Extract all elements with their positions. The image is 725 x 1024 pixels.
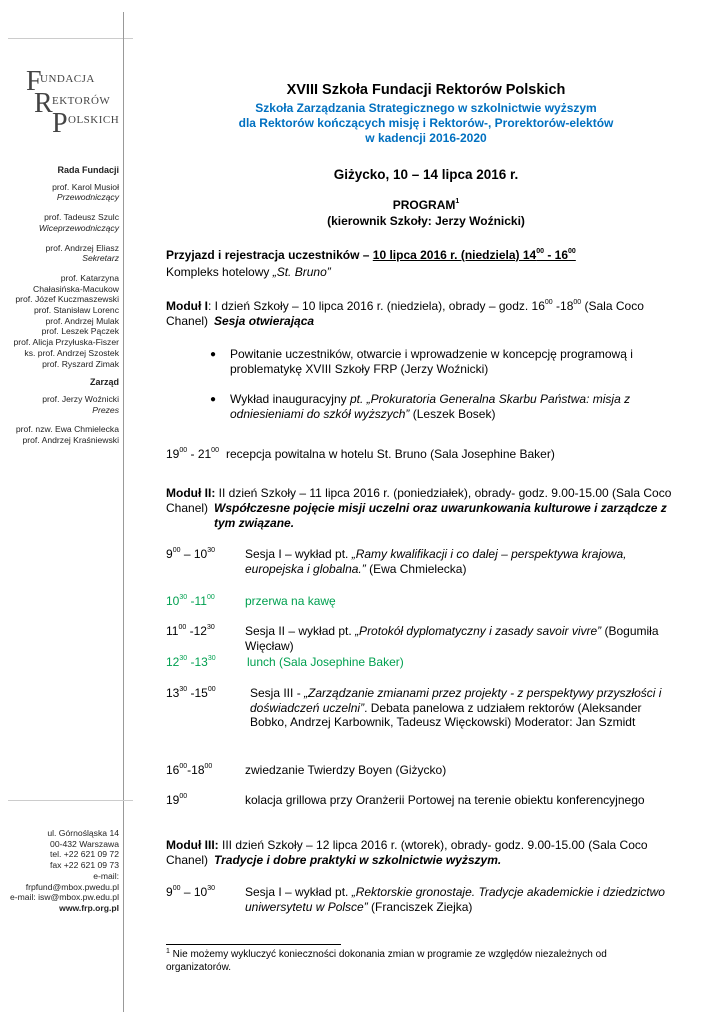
time-sup: 00 xyxy=(568,248,576,255)
time-text: -13 xyxy=(187,655,208,669)
module-2-date: II dzień Szkoły – 11 lipca 2016 r. (poniedziałek), obrady- godz. 9.00-15.00 (Sala Coco Chanel) xyxy=(166,486,672,515)
session-text xyxy=(245,624,685,653)
arrival-dash: - 16 xyxy=(544,248,569,262)
module-1-item-1: Powitanie uczestników, otwarcie i wprowadzenie w koncepcję programową i problematykę XVIII Szkoły FRP (Jerzy Woźnicki) xyxy=(230,347,633,376)
dinner-time xyxy=(166,793,187,808)
venue-prefix: Kompleks hotelowy xyxy=(166,265,273,279)
sidebar-council xyxy=(0,165,119,446)
time-text: -11 xyxy=(187,594,207,608)
board-heading: Zarząd xyxy=(89,377,119,388)
subtitle-line-1: Szkoła Zarządzania Strategicznego w szkolnictwie wyższym xyxy=(255,101,597,115)
panel-description: . Debata panelowa z udziałem rektorów (Aleksander Bobko, Andrzej Karbownik, Tadeusz Więckowski) Moderator: Jan Szmidt xyxy=(250,700,642,729)
logo-word-1: UNDACJA xyxy=(40,73,95,85)
session-text xyxy=(245,547,675,576)
lunch-text: lunch (Sala Josephine Baker) xyxy=(247,655,404,669)
time-sup: 30 xyxy=(179,655,188,662)
time-sup: 00 xyxy=(204,763,213,770)
subtitle-line-3: w kadencji 2016-2020 xyxy=(365,131,487,145)
program-heading xyxy=(166,198,686,213)
arrival-venue xyxy=(166,265,686,280)
council-member-role: Sekretarz xyxy=(82,253,119,264)
module-2-label: Moduł II: xyxy=(166,486,216,500)
session-text xyxy=(245,885,665,914)
time-text: 10 xyxy=(166,594,180,608)
lecture-title: „Rektorskie gronostaje. Tradycje akademickie i dziedzictwo uniwersytetu w Polsce” xyxy=(245,885,665,914)
time-sup: 00 xyxy=(536,248,544,255)
time-sup: 00 xyxy=(207,686,216,693)
sidebar-address xyxy=(0,828,119,914)
time-sup: 00 xyxy=(211,447,219,454)
time-sup: 00 xyxy=(179,763,188,770)
phone-line: tel. +22 621 09 72 xyxy=(49,849,119,860)
break-time xyxy=(166,594,215,609)
footnote-ref: 1 xyxy=(455,198,460,205)
time-text: 11 xyxy=(166,624,179,638)
council-member: prof. Ryszard Zimak xyxy=(42,358,119,369)
council-member: prof. Leszek Pączek xyxy=(41,326,119,337)
council-member-name: prof. Karol Musioł xyxy=(52,181,119,192)
time-sup: 00 xyxy=(206,594,215,601)
time-sup: 00 xyxy=(544,299,553,306)
council-member: Chałasińska-Macukow xyxy=(33,283,119,294)
time-sup: 00 xyxy=(178,624,187,631)
program-label: PROGRAM xyxy=(392,198,456,212)
time-text: 9 xyxy=(166,547,173,561)
session-time xyxy=(166,624,215,639)
logo-word-2: EKTORÓW xyxy=(52,95,111,107)
logo-word-3: OLSKICH xyxy=(68,114,120,126)
footnote xyxy=(166,948,646,974)
reception-time xyxy=(166,447,219,462)
reception-text: recepcja powitalna w hotelu St. Bruno (Sala Josephine Baker) xyxy=(226,447,555,461)
module-1-dash: -18 xyxy=(552,299,574,313)
time-sup: 00 xyxy=(172,547,181,554)
program-director: (kierownik Szkoły: Jerzy Woźnicki) xyxy=(327,214,525,228)
lunch-time xyxy=(166,655,216,670)
lecture-prefix: Wykład inauguracyjny xyxy=(230,392,350,406)
logo-letter-p: P xyxy=(52,108,68,139)
tour-time xyxy=(166,763,212,778)
lecture-speaker: (Bogumiła Więcław) xyxy=(245,624,659,653)
address-line: ul. Górnośląska 14 xyxy=(47,828,119,838)
council-member: prof. Stanisław Lorenc xyxy=(33,305,119,316)
board-member-name: prof. Jerzy Woźnicki xyxy=(42,393,119,404)
footnote-mark: 1 xyxy=(166,948,170,955)
time-sup: 00 xyxy=(179,793,188,800)
council-member-name: prof. Andrzej Eliasz xyxy=(45,242,119,253)
arrival-date xyxy=(373,248,576,262)
session-prefix: Sesja I – wykład pt. xyxy=(245,547,352,561)
email-link[interactable]: e-mail: isw@mbox.pw.edu.pl xyxy=(9,892,119,903)
time-text: -15 xyxy=(187,686,208,700)
module-3-topic: Tradycje i dobre praktyki w szkolnictwie wyższym. xyxy=(214,853,502,867)
council-member-role: Wiceprzewodniczący xyxy=(38,222,119,233)
lecture-speaker: (Ewa Chmielecka) xyxy=(365,561,467,576)
arrival-lead: Przyjazd i rejestracja uczestników – xyxy=(166,248,373,262)
lecture-title: pt. „Prokuratoria Generalna Skarbu Państwa: misja z odniesieniami do szkół wyższych” xyxy=(230,392,631,421)
time-text: 12 xyxy=(166,655,180,669)
top-divider xyxy=(8,38,133,39)
website-link[interactable]: www.frp.org.pl xyxy=(59,902,119,913)
page-title: XVIII Szkoła Fundacji Rektorów Polskich xyxy=(286,82,566,98)
module-3-label: Moduł III: xyxy=(166,838,219,852)
time-text: – 10 xyxy=(180,885,208,899)
session-time xyxy=(166,686,216,701)
session-prefix: Sesja III - xyxy=(250,686,305,700)
board-member: prof. Andrzej Kraśniewski xyxy=(22,435,119,446)
address-line: 00-432 Warszawa xyxy=(50,838,119,849)
session-time xyxy=(166,547,215,562)
lecture-title: „Ramy kwalifikacji i co dalej – perspektywa krajowa, europejska i globalna.” xyxy=(245,547,627,576)
council-heading: Rada Fundacji xyxy=(57,165,119,175)
council-member-name: prof. Tadeusz Szulc xyxy=(44,212,119,223)
time-sup: 00 xyxy=(573,299,582,306)
module-1-hours: , obrady – godz. 16 xyxy=(442,299,545,313)
tour-text: zwiedzanie Twierdzy Boyen (Giżycko) xyxy=(245,763,447,777)
bullet-icon: ● xyxy=(210,394,217,405)
session-title: „Zarządzanie zmianami przez projekty - z perspektywy przyszłości i doświadczeń uczelni” xyxy=(250,686,662,715)
board-member: prof. nzw. Ewa Chmielecka xyxy=(15,424,119,435)
time-text: 13 xyxy=(166,686,180,700)
footnote-text: Nie możemy wykluczyć konieczności dokonania zmian w programie ze względów niezależnych od organizatorów. xyxy=(166,949,607,973)
time-sup: 30 xyxy=(206,624,215,631)
email-link[interactable]: e-mail: frpfund@mbox.pwedu.pl xyxy=(25,870,119,892)
time-sup: 30 xyxy=(179,594,188,601)
time-text: 16 xyxy=(166,763,180,777)
module-1-date: : I dzień Szkoły – 10 lipca 2016 r. (niedziela) xyxy=(208,299,443,313)
module-3-date: III dzień Szkoły – 12 lipca 2016 r. (wtorek), obrady- godz. 9.00-15.00 (Sala Coco Chanel) xyxy=(166,838,648,867)
foundation-logo xyxy=(20,68,120,138)
time-sup: 30 xyxy=(207,885,215,892)
event-place-date: Giżycko, 10 – 14 lipca 2016 r. xyxy=(333,167,519,182)
fax-line: fax +22 621 09 73 xyxy=(49,860,119,871)
time-text: - 21 xyxy=(187,447,212,461)
time-text: -18 xyxy=(187,763,205,777)
logo-letter-r: R xyxy=(34,88,53,119)
arrival-line xyxy=(166,248,686,263)
dinner-text: kolacja grillowa przy Oranżerii Portowej na terenie obiektu konferencyjnego xyxy=(245,793,645,807)
module-1-hall: (Sala Coco Chanel) xyxy=(166,299,644,328)
session-prefix: Sesja II – wykład pt. xyxy=(245,624,356,638)
time-text: 19 xyxy=(166,793,180,807)
session-text xyxy=(250,686,670,730)
time-sup: 30 xyxy=(207,547,215,554)
council-member: prof. Andrzej Mulak xyxy=(45,315,119,326)
time-text: – 10 xyxy=(180,547,208,561)
time-text: 19 xyxy=(166,447,180,461)
lecture-title: „Protokół dyplomatyczny i zasady savoir vivre” xyxy=(355,624,602,638)
time-sup: 00 xyxy=(179,447,188,454)
council-member: prof. Katarzyna xyxy=(60,272,119,283)
footnote-divider xyxy=(166,944,341,945)
time-sup: 00 xyxy=(172,885,181,892)
council-member: ks. prof. Andrzej Szostek xyxy=(24,347,119,358)
session-prefix: Sesja I – wykład pt. xyxy=(245,885,352,899)
module-1-session: Sesja otwierająca xyxy=(214,314,315,328)
time-sup: 30 xyxy=(207,655,216,662)
address-divider xyxy=(8,800,133,801)
break-text: przerwa na kawę xyxy=(245,594,336,608)
session-time xyxy=(166,885,215,900)
time-text: 9 xyxy=(166,885,173,899)
council-member-role: Przewodniczący xyxy=(56,192,119,203)
logo-letter-f: F xyxy=(26,66,42,97)
council-member: prof. Alicja Przyłuska-Fiszer xyxy=(13,337,119,348)
council-member: prof. Józef Kuczmaszewski xyxy=(15,294,119,305)
module-1-item-2 xyxy=(230,392,686,421)
arrival-date-text: 10 lipca 2016 r. (niedziela) 14 xyxy=(372,248,537,262)
time-sup: 30 xyxy=(179,686,188,693)
bullet-icon: ● xyxy=(210,349,217,360)
module-1-label: Moduł I xyxy=(166,299,208,313)
lecture-speaker: (Leszek Bosek) xyxy=(409,406,496,421)
module-2-topic: Współczesne pojęcie misji uczelni oraz uwarunkowania kulturowe i zarządcze z tym związane. xyxy=(214,501,667,530)
board-member-role: Prezes xyxy=(92,404,119,415)
subtitle-line-2: dla Rektorów kończących misję i Rektorów-, Prorektorów-elektów xyxy=(238,116,614,130)
lecture-speaker: (Franciszek Ziejka) xyxy=(367,899,473,914)
time-text: -12 xyxy=(186,624,207,638)
sidebar-divider xyxy=(123,12,124,1012)
venue-name: „St. Bruno” xyxy=(272,265,331,279)
